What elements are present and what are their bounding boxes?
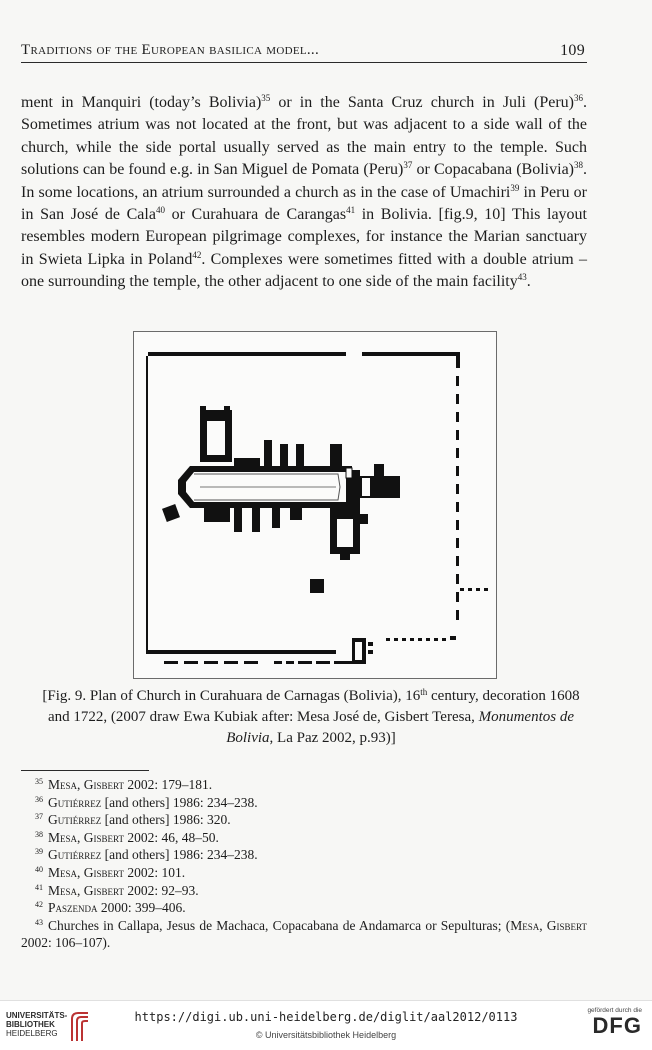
footnote-text: [and others] 1986: 320.	[101, 812, 231, 828]
footnote-author: Paszenda	[48, 900, 98, 916]
footnote-text: 2002: 92–93.	[123, 882, 199, 898]
library-name-line: HEIDELBERG	[6, 1029, 58, 1038]
caption-superscript: th	[420, 687, 428, 697]
copyright-notice: © Universitätsbibliothek Heidelberg	[255, 1030, 397, 1040]
footnote-number: 35	[35, 777, 43, 786]
body-text-run: . In some locations, an atrium surrounded a church as in the case of Umachiri	[21, 161, 587, 201]
footnote-text: 2002: 46, 48–50.	[123, 829, 219, 845]
footnote-text: 2002: 106–107).	[21, 935, 111, 951]
running-title: Traditions of the European basilica model...	[21, 42, 320, 58]
footnote-separator	[21, 770, 149, 771]
library-name-line: BIBLIOTHEK	[6, 1020, 55, 1029]
footnote-text: [and others] 1986: 234–238.	[101, 794, 258, 810]
body-text-run: . Complexes were sometimes fitted with a double atrium – one surrounding the temple, the other adjacent to one side of the main facility	[21, 250, 587, 291]
footnote-author: Gutiérrez	[48, 812, 102, 828]
body-text-run: ment in Manquiri (today’s Bolivia)	[21, 94, 262, 111]
corner-chapel	[352, 638, 373, 664]
footnote	[21, 882, 587, 900]
body-text-run: or in the Santa Cruz church in Juli (Peru)	[270, 94, 575, 111]
body-text-run: .	[526, 273, 531, 291]
footnote-ref[interactable]: 36	[574, 93, 584, 103]
footnote-number: 41	[35, 882, 43, 892]
footnote-author: Mesa, Gisbert	[48, 882, 124, 898]
body-paragraph	[21, 92, 587, 294]
footnote-text: 2002: 179–181.	[123, 777, 213, 792]
footnote-author: Mesa, Gisbert	[48, 864, 124, 880]
body-text-run: . Sometimes atrium was not located at the front, but was adjacent to a side wall of the church, while the side portal usually served as the main entry to the temple. Such solutions can be found e.g. in San Miguel de Pomata (Peru)	[21, 94, 588, 179]
footnote-ref[interactable]: 35	[261, 93, 271, 103]
footnote-ref[interactable]: 42	[192, 249, 202, 260]
church-building	[162, 406, 400, 560]
caption-book-title: Monumentos de Bolivia	[226, 709, 575, 746]
footnote-text: [and others] 1986: 234–238.	[101, 847, 258, 863]
free-standing-pillar	[310, 579, 324, 593]
document-url-link[interactable]: https://digi.ub.uni-heidelberg.de/diglit/aal2012/0113	[134, 1010, 518, 1024]
body-text-run: or Copacabana (Bolivia)	[412, 161, 574, 179]
footnote-number: 38	[35, 829, 43, 839]
footnote-number: 43	[35, 917, 43, 927]
footnote	[21, 917, 587, 952]
caption-text: century, decoration 1608 and 1722, (2007 draw Ewa Kubiak after: Mesa José de, Gisbert Teresa,	[47, 688, 580, 725]
figure-caption	[30, 686, 592, 749]
church-floor-plan	[134, 332, 496, 678]
body-text-run: or Curahuara de Carangas	[164, 206, 347, 224]
church-plan-figure	[133, 331, 497, 679]
body-text-run: in Bolivia. [fig.9, 10] This layout resembles modern European pilgrimage complexes, for instance the Marian sanctuary in Swieta Lipka in Poland	[21, 206, 588, 268]
footnote-text: Churches in Callapa, Jesus de Machaca, Copacabana de Andamarca or Sepulturas; (	[48, 917, 511, 933]
funder-name: DFG	[592, 1013, 642, 1038]
body-text-run: in Peru or in San José de Cala	[21, 183, 587, 224]
footnote	[21, 776, 587, 794]
footnote	[21, 829, 587, 847]
caption-text: [Fig. 9. Plan of Church in Curahuara de Carnagas (Bolivia), 16	[42, 688, 421, 704]
footnotes	[21, 776, 587, 952]
footnote-author: Mesa, Gisbert	[48, 829, 124, 845]
footnote-text: 2002: 101.	[123, 864, 186, 880]
footnote-number: 37	[35, 812, 43, 822]
caption-text: , La Paz 2002, p.93)]	[269, 730, 396, 746]
footnote-author: Gutiérrez	[48, 794, 102, 810]
footnote	[21, 811, 587, 829]
running-header	[21, 40, 587, 63]
footnote-ref[interactable]: 39	[510, 182, 520, 193]
footnote-author: Mesa, Gisbert	[48, 777, 124, 792]
footnote-number: 39	[35, 847, 43, 857]
page-number: 109	[560, 42, 585, 59]
dfg-logo-icon[interactable]	[572, 1007, 642, 1045]
funder-tagline: gefördert durch die	[587, 1007, 642, 1014]
footnote-ref[interactable]: 38	[574, 160, 583, 171]
footnote-number: 36	[35, 794, 43, 804]
viewer-footer	[0, 1000, 652, 1050]
footnote-ref[interactable]: 43	[517, 272, 527, 283]
footnote	[21, 899, 587, 917]
footnote-author: Gutiérrez	[48, 847, 102, 863]
footnote-text: 2000: 399–406.	[97, 900, 186, 916]
footnote-ref[interactable]: 37	[403, 160, 413, 171]
footnote	[21, 864, 587, 882]
footnote-author: Mesa, Gisbert	[510, 917, 588, 933]
footnote	[21, 794, 587, 812]
footnote	[21, 846, 587, 864]
footnote-ref[interactable]: 40	[155, 205, 165, 216]
library-name-line: UNIVERSITÄTS-	[6, 1011, 68, 1020]
footnote-number: 42	[35, 900, 43, 910]
footnote-number: 40	[35, 864, 43, 874]
footnote-ref[interactable]: 41	[346, 205, 356, 216]
